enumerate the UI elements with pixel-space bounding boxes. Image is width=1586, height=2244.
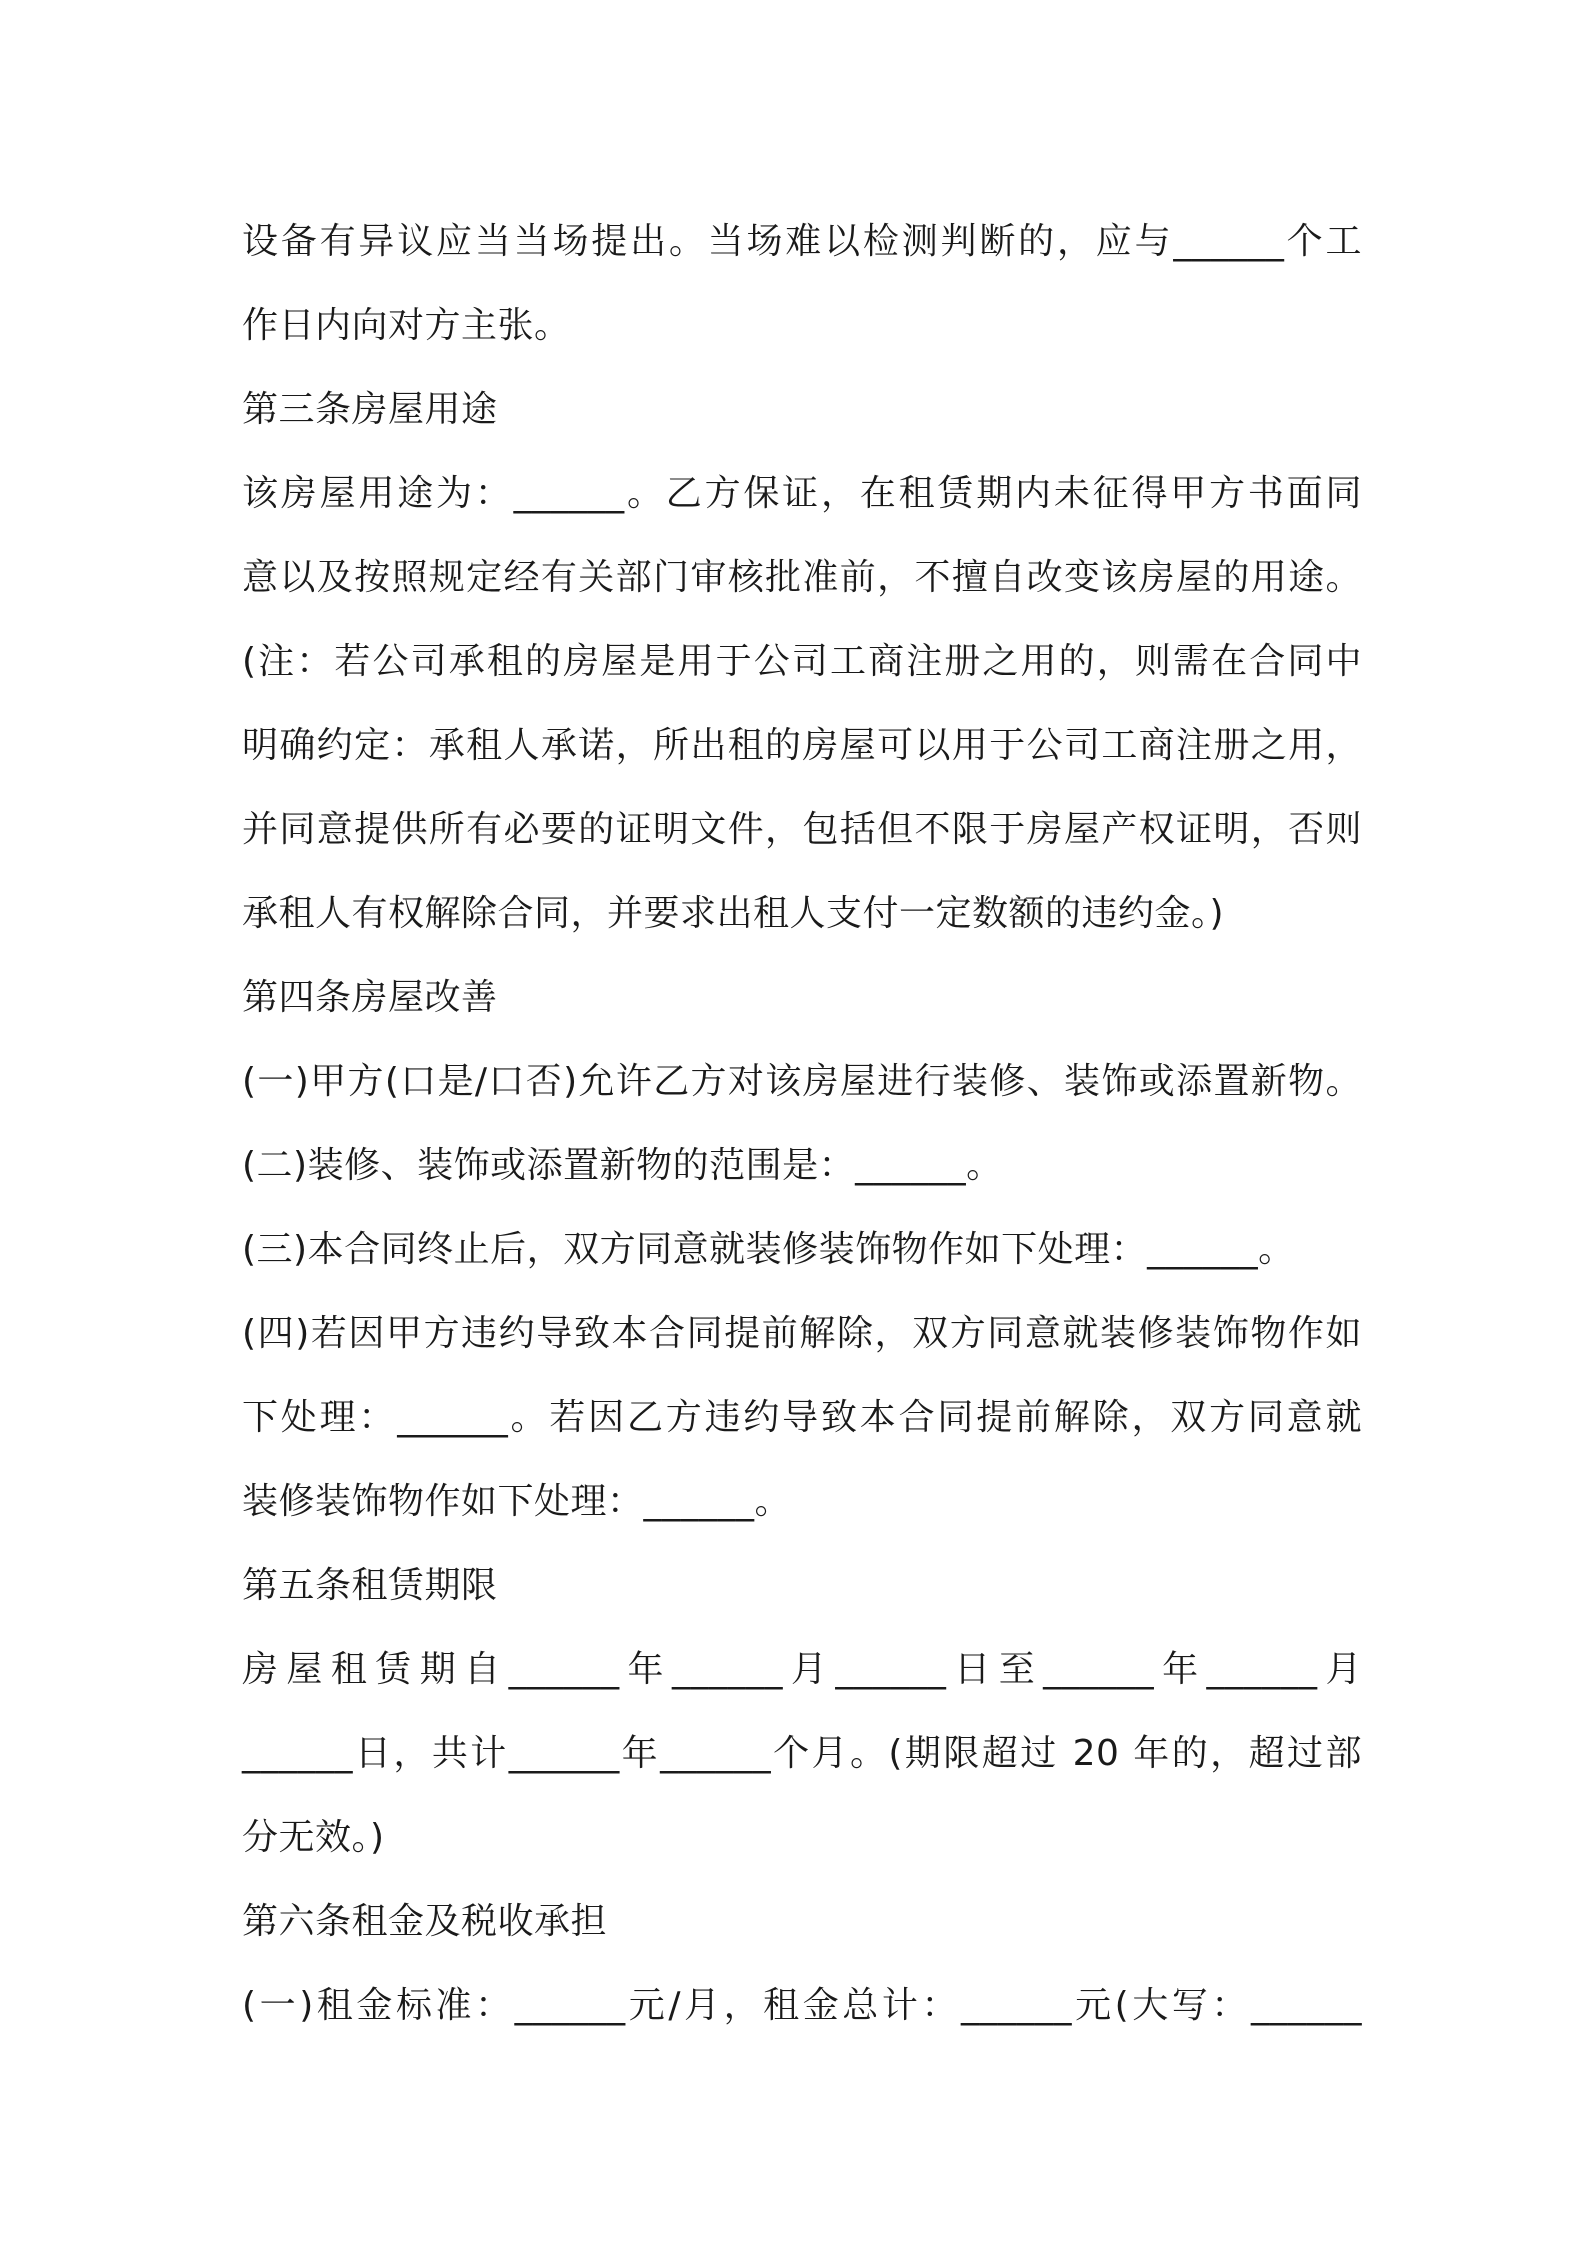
document-page [242, 200, 1362, 2048]
text-line: 房屋租赁期自______年______月______日至______年______月 [242, 1649, 1362, 1690]
text-line: (四)若因甲方违约导致本合同提前解除，双方同意就装修装饰物作如 [242, 1313, 1362, 1354]
text-line: (一)租金标准：______元/月，租金总计：______元(大写：______ [242, 1985, 1362, 2026]
text-line: 作日内向对方主张。 [242, 305, 571, 346]
text-line: 设备有异议应当当场提出。当场难以检测判断的，应与______个工 [242, 221, 1362, 262]
section-heading: 第三条房屋用途 [242, 389, 498, 430]
section-heading: 第四条房屋改善 [242, 977, 498, 1018]
text-line: (二)装修、装饰或添置新物的范围是：______。 [242, 1145, 1003, 1186]
text-line: 分无效。) [242, 1817, 385, 1858]
text-line: (三)本合同终止后，双方同意就装修装饰物作如下处理：______。 [242, 1229, 1295, 1270]
text-line: 承租人有权解除合同，并要求出租人支付一定数额的违约金。) [242, 893, 1225, 934]
text-line: 下处理：______。若因乙方违约导致本合同提前解除，双方同意就 [242, 1397, 1362, 1438]
section-heading: 第六条租金及税收承担 [242, 1901, 608, 1942]
section-heading: 第五条租赁期限 [242, 1565, 498, 1606]
text-line: 并同意提供所有必要的证明文件，包括但不限于房屋产权证明，否则 [242, 809, 1362, 850]
text-line: (注：若公司承租的房屋是用于公司工商注册之用的，则需在合同中 [242, 641, 1362, 682]
text-line: ______日，共计______年______个月。(期限超过 20 年的，超过部 [242, 1733, 1362, 1774]
text-line: 明确约定：承租人承诺，所出租的房屋可以用于公司工商注册之用， [242, 725, 1362, 766]
text-line: (一)甲方(口是/口否)允许乙方对该房屋进行装修、装饰或添置新物。 [242, 1061, 1362, 1102]
text-line: 装修装饰物作如下处理：______。 [242, 1481, 792, 1522]
text-line: 意以及按照规定经有关部门审核批准前，不擅自改变该房屋的用途。 [242, 557, 1362, 598]
text-line: 该房屋用途为：______。乙方保证，在租赁期内未征得甲方书面同 [242, 473, 1362, 514]
